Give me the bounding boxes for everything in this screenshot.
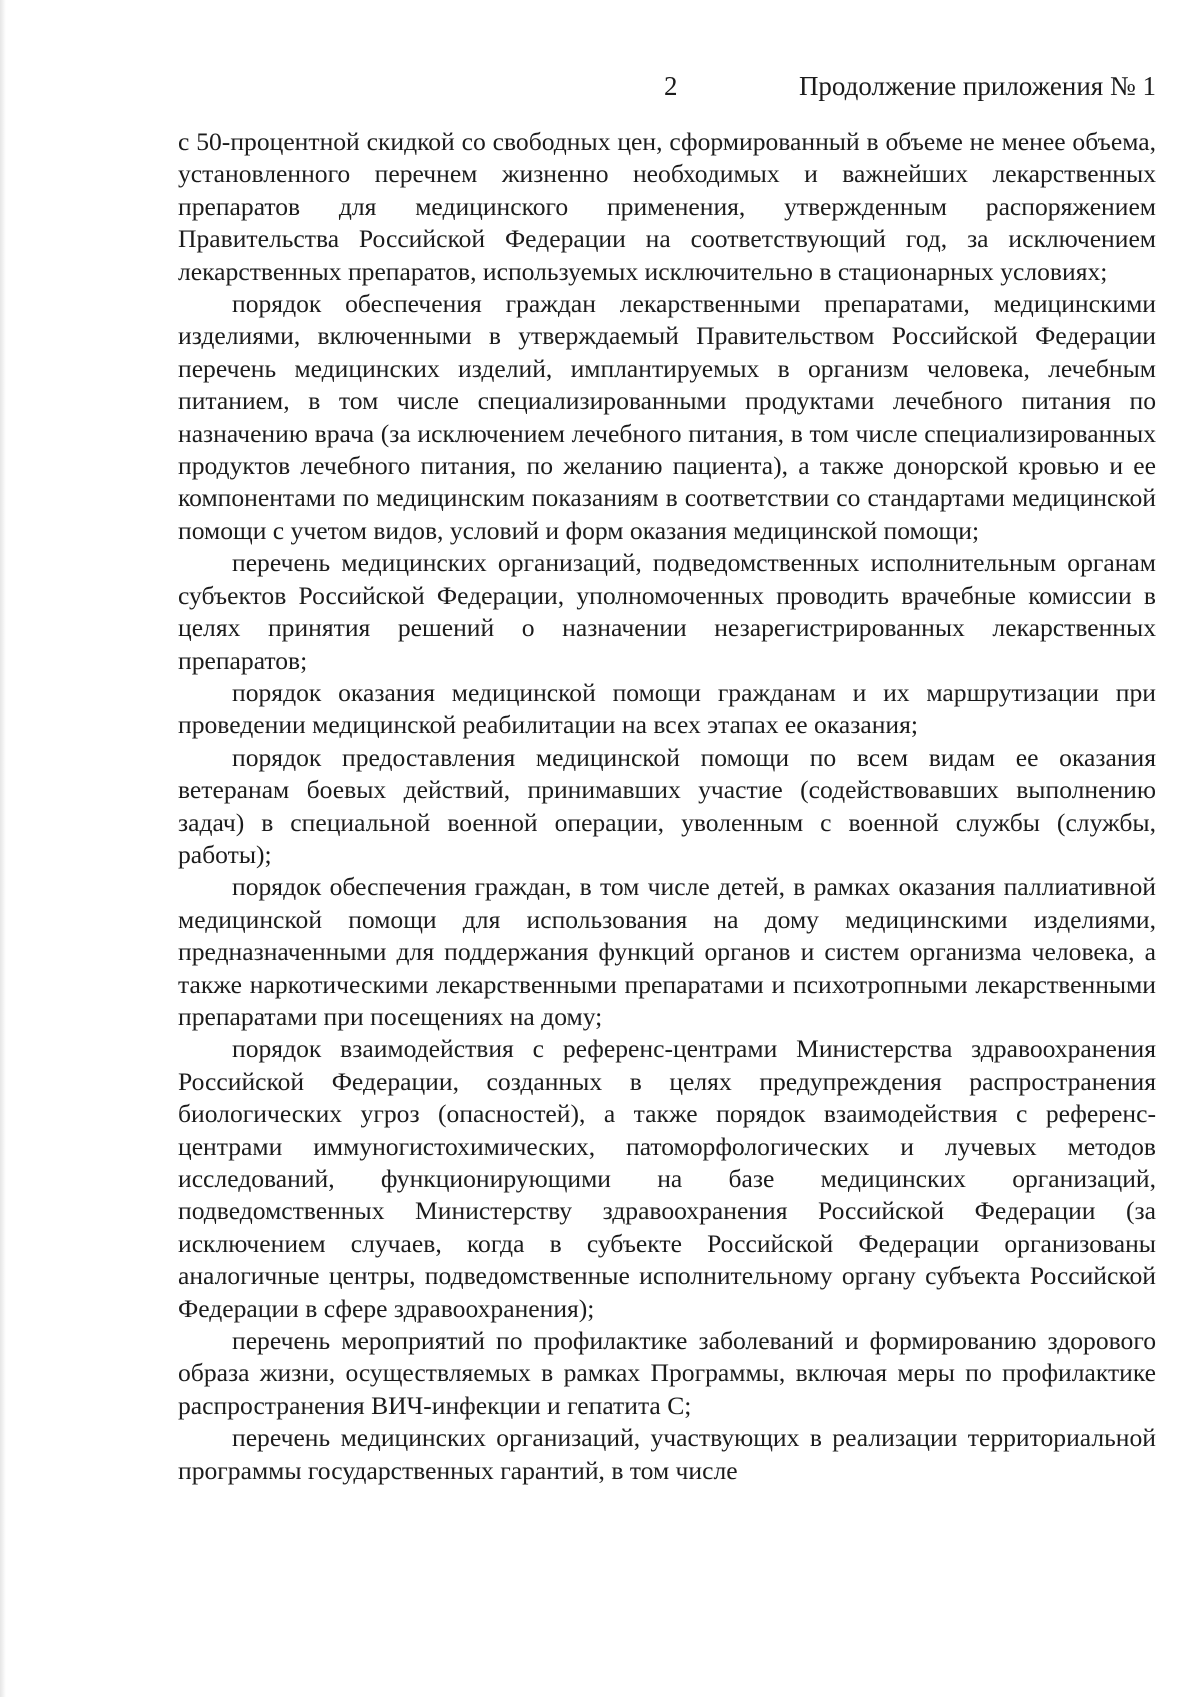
appendix-continuation-label: Продолжение приложения № 1	[798, 71, 1156, 101]
paragraph: с 50-процентной скидкой со свободных цен, сформированный в объеме не менее объема, установленного перечнем жизненно необходимых и важнейших лекарственных препаратов для медицинского применения, утвержденным распоряжением Правительства Российской Федерации на соответствующий год, за исключением лекарственных препаратов, используемых исключительно в стационарных условиях;	[178, 127, 1156, 286]
paragraph: порядок взаимодействия с референс-центрами Министерства здравоохранения Российской Федерации, созданных в целях предупреждения распространения биологических угроз (опасностей), а также порядок взаимодействия с референс-центрами иммуногистохимических, патоморфологических и лучевых методов исследований, функционирующими на базе медицинских организаций, подведомственных Министерству здравоохранения Российской Федерации (за исключением случаев, когда в субъекте Российской Федерации организованы аналогичные центры, подведомственные исполнительному органу субъекта Российской Федерации в сфере здравоохранения);	[178, 1034, 1156, 1323]
page-header	[0, 68, 1200, 108]
paragraph: порядок обеспечения граждан, в том числе детей, в рамках оказания паллиативной медицинской помощи для использования на дому медицинскими изделиями, предназначенными для поддержания функций органов и систем организма человека, а также наркотическими лекарственными препаратами и психотропными лекарственными препаратами при посещениях на дому;	[178, 872, 1156, 1031]
paragraph: перечень мероприятий по профилактике заболеваний и формированию здорового образа жизни, осуществляемых в рамках Программы, включая меры по профилактике распространения ВИЧ-инфекции и гепатита С;	[178, 1326, 1156, 1420]
paragraph: порядок оказания медицинской помощи гражданам и их маршрутизации при проведении медицинской реабилитации на всех этапах ее оказания;	[178, 677, 1156, 740]
document-body	[178, 126, 1156, 1487]
paragraph: перечень медицинских организаций, подведомственных исполнительным органам субъектов Российской Федерации, уполномоченных проводить врачебные комиссии в целях принятия решений о назначении незарегистрированных лекарственных препаратов;	[178, 548, 1156, 675]
scan-edge-shadow	[0, 0, 6, 1697]
paragraph: перечень медицинских организаций, участвующих в реализации территориальной программы государственных гарантий, в том числе	[178, 1423, 1156, 1485]
paragraph: порядок предоставления медицинской помощи по всем видам ее оказания ветеранам боевых действий, принимавших участие (содействовавших выполнению задач) в специальной военной операции, уволенным с военной службы (службы, работы);	[178, 742, 1156, 869]
paragraph: порядок обеспечения граждан лекарственными препаратами, медицинскими изделиями, включенными в утверждаемый Правительством Российской Федерации перечень медицинских изделий, имплантируемых в организм человека, лечебным питанием, в том числе специализированными продуктами лечебного питания по назначению врача (за исключением лечебного питания, в том числе специализированных продуктов лечебного питания, по желанию пациента), а также донорской кровью и ее компонентами по медицинским показаниям в соответствии со стандартами медицинской помощи с учетом видов, условий и форм оказания медицинской помощи;	[178, 289, 1156, 545]
page-number: 2	[664, 71, 678, 101]
